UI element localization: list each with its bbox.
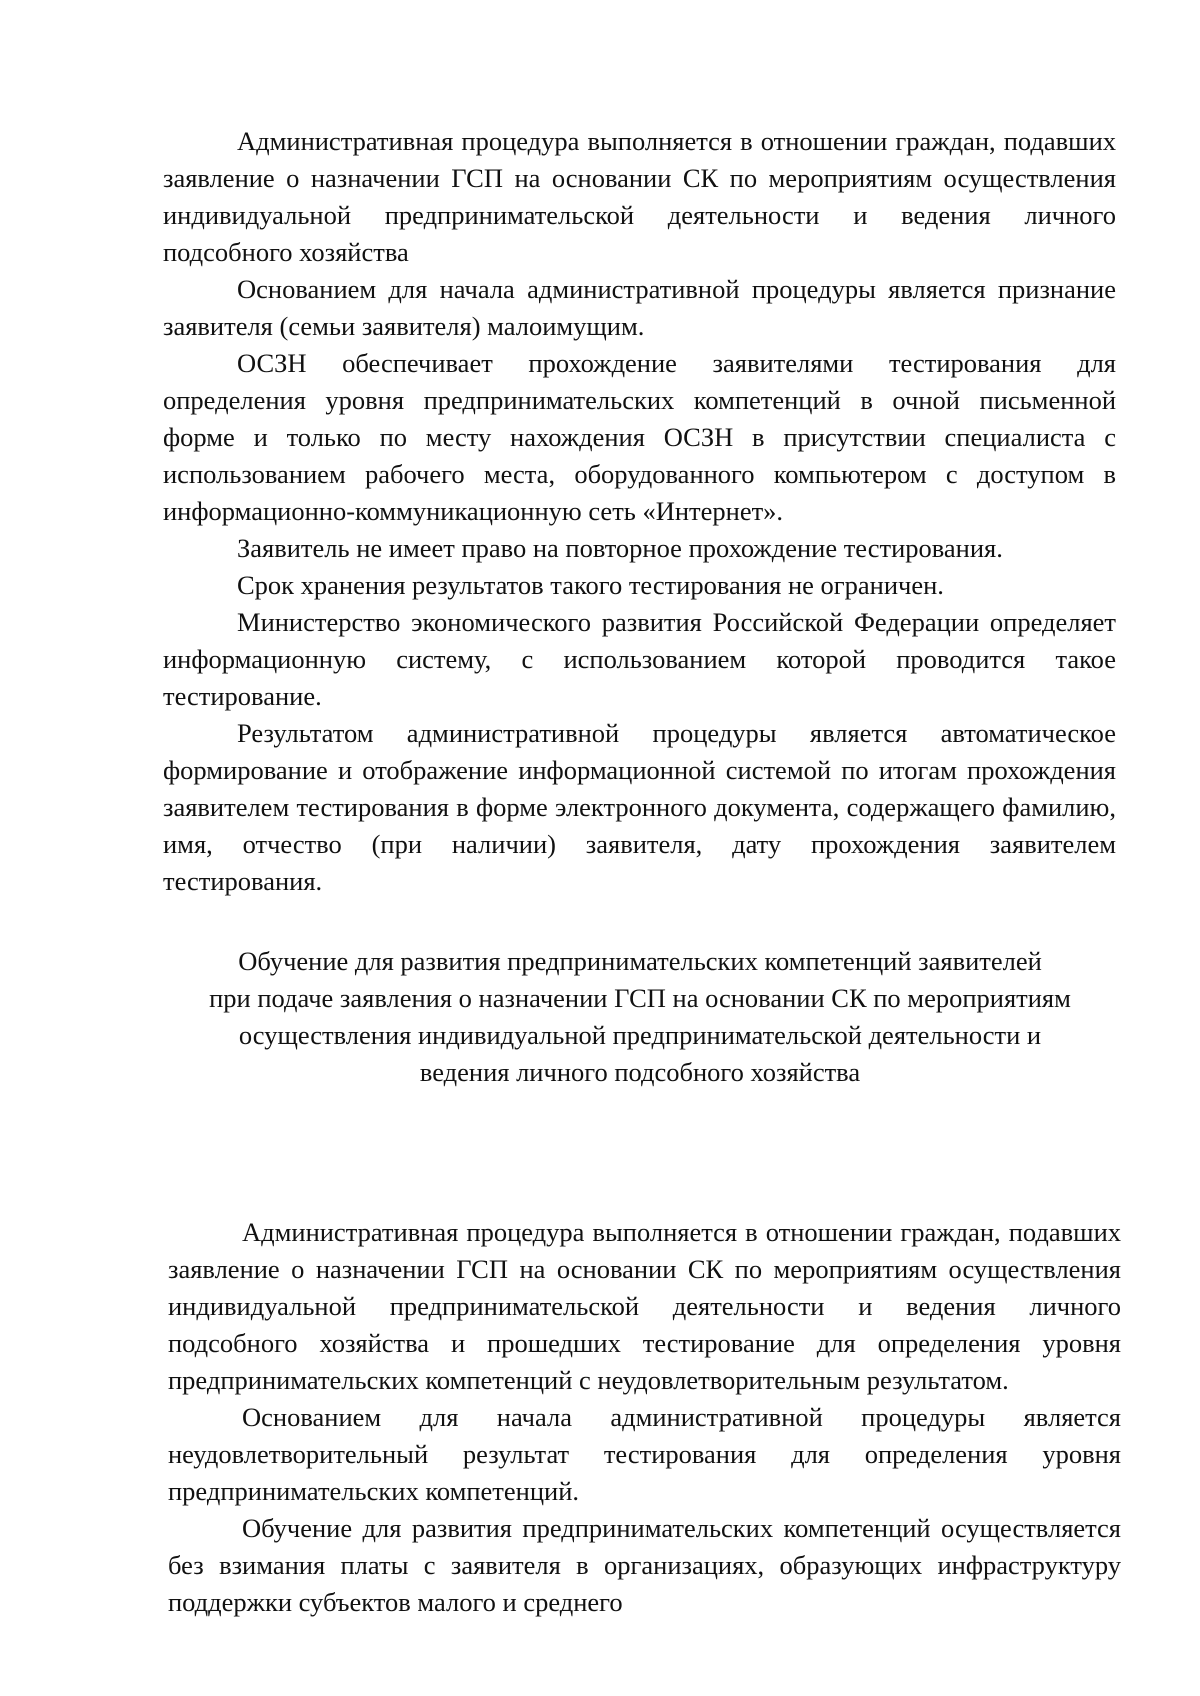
heading-line: Обучение для развития предпринимательских компетенций заявителей — [238, 946, 1042, 976]
heading-line: ведения личного подсобного хозяйства — [419, 1057, 861, 1087]
paragraph: Результатом административной процедуры является автоматическое формирование и отображение информационной системой по итогам прохождения заявителем тестирования в форме электронного документа, содержащего фамилию, имя, отчество (при наличии) заявителя, дату прохождения заявителем тестирования. — [163, 718, 1116, 896]
paragraph: ОСЗН обеспечивает прохождение заявителями тестирования для определения уровня предпринимательских компетенций в очной письменной форме и только по месту нахождения ОСЗН в присутствии специалиста с использованием рабочего места, оборудованного компьютером с доступом в информационно-коммуникационную сеть «Интернет». — [163, 348, 1116, 526]
paragraph: Срок хранения результатов такого тестирования не ограничен. — [237, 570, 944, 600]
paragraph: Основанием для начала административной процедуры является признание заявителя (семьи заявителя) малоимущим. — [163, 274, 1116, 341]
paragraph: Министерство экономического развития Российской Федерации определяет информационную систему, с использованием которой проводится такое тестирование. — [163, 607, 1116, 711]
paragraph: Административная процедура выполняется в отношении граждан, подавших заявление о назначении ГСП на основании СК по мероприятиям осуществления индивидуальной предпринимательской деятельности и ведения личного подсобного хозяйства — [163, 126, 1116, 267]
heading-line: при подаче заявления о назначении ГСП на основании СК по мероприятиям — [209, 983, 1071, 1013]
heading-line: осуществления индивидуальной предпринимательской деятельности и — [238, 1020, 1042, 1050]
section-heading — [160, 943, 1120, 1091]
paragraph: Основанием для начала административной процедуры является неудовлетворительный результат тестирования для определения уровня предпринимательских компетенций. — [168, 1402, 1121, 1506]
section-training — [168, 1214, 1121, 1621]
paragraph: Административная процедура выполняется в отношении граждан, подавших заявление о назначении ГСП на основании СК по мероприятиям осуществления индивидуальной предпринимательской деятельности и ведения личного подсобного хозяйства и прошедших тестирование для определения уровня предпринимательских компетенций с неудовлетворительным результатом. — [168, 1217, 1121, 1395]
paragraph: Обучение для развития предпринимательских компетенций осуществляется без взимания платы с заявителя в организациях, образующих инфраструктуру поддержки субъектов малого и среднего — [168, 1513, 1121, 1617]
paragraph: Заявитель не имеет право на повторное прохождение тестирования. — [237, 533, 1003, 563]
section-testing — [163, 123, 1116, 900]
